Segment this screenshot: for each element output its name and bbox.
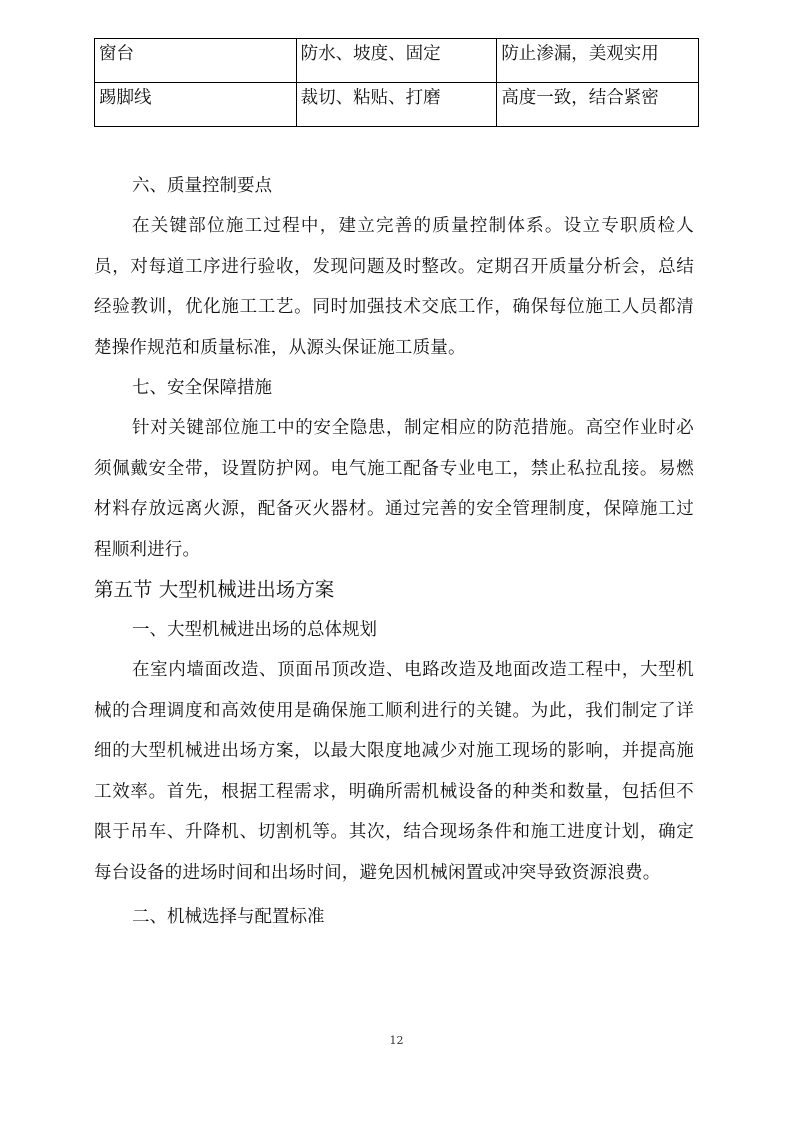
table-cell-item: 踢脚线 (95, 83, 297, 127)
table-cell-standard: 高度一致，结合紧密 (497, 83, 699, 127)
safety-measures-heading: 七、安全保障措施 (132, 378, 272, 398)
document-body (94, 166, 694, 937)
table-cell-item: 窗台 (95, 39, 297, 83)
page-number: 12 (389, 1034, 404, 1047)
table-row (95, 39, 699, 83)
construction-spec-table (94, 38, 699, 127)
table-cell-standard: 防止渗漏，美观实用 (497, 39, 699, 83)
overall-planning-paragraph: 在室内墙面改造、顶面吊顶改造、电路改造及地面改造工程中，大型机械的合理调度和高效使用是确保施工顺利进行的关键。为此，我们制定了详细的大型机械进出场方案，以最大限度地减少对施工现场的影响，并提高施工效率。首先，根据工程需求，明确所需机械设备的种类和数量，包括但不限于吊车、升降机、切割机等。其次，结合现场条件和施工进度计划，确定每台设备的进场时间和出场时间，避免因机械闲置或冲突导致资源浪费。 (94, 660, 694, 883)
quality-control-heading: 六、质量控制要点 (132, 176, 272, 196)
table-cell-process: 防水、坡度、固定 (296, 39, 497, 83)
safety-measures-paragraph: 针对关键部位施工中的安全隐患，制定相应的防范措施。高空作业时必须佩戴安全带，设置防护网。电气施工配备专业电工，禁止私拉乱接。易燃材料存放远离火源，配备灭火器材。通过完善的安全管理制度，保障施工过程顺利进行。 (94, 418, 694, 560)
quality-control-paragraph: 在关键部位施工过程中，建立完善的质量控制体系。设立专职质检人员，对每道工序进行验收，发现问题及时整改。定期召开质量分析会，总结经验教训，优化施工工艺。同时加强技术交底工作，确保每位施工人员都清楚操作规范和质量标准，从源头保证施工质量。 (94, 216, 694, 358)
machine-selection-heading: 二、机械选择与配置标准 (132, 907, 325, 927)
table-row (95, 83, 699, 127)
section-five-title: 第五节 大型机械进出场方案 (94, 578, 335, 601)
table-cell-process: 裁切、粘贴、打磨 (296, 83, 497, 127)
overall-planning-heading: 一、大型机械进出场的总体规划 (132, 620, 377, 640)
